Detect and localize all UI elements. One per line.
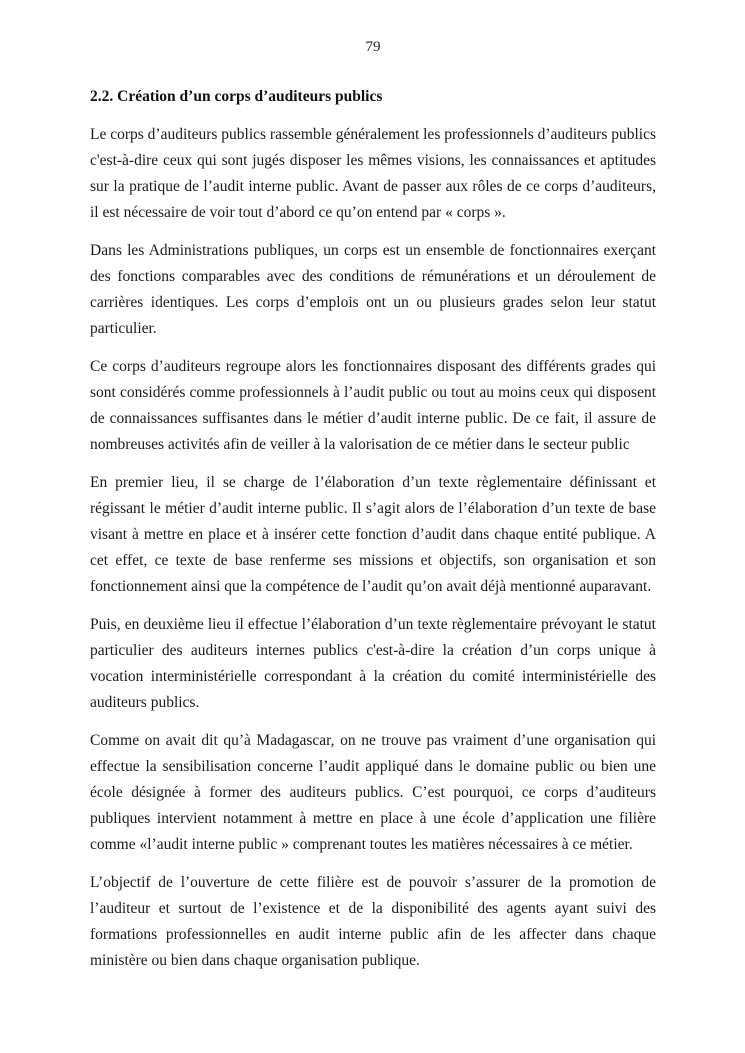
page-number: 79	[365, 39, 381, 55]
paragraph-5: Puis, en deuxième lieu il effectue l’élaboration d’un texte règlementaire prévoyant le statut particulier des auditeurs internes publics c'est-à-dire la création d’un corps unique à vocation interministérielle correspondant à la création du comité interministérielle des auditeurs publics.	[90, 616, 656, 711]
section-heading: 2.2. Création d’un corps d’auditeurs publics	[90, 88, 383, 105]
paragraph-4: En premier lieu, il se charge de l’élaboration d’un texte règlementaire définissant et régissant le métier d’audit interne public. Il s’agit alors de l’élaboration d’un texte de base visant à mettre en place et à insérer cette fonction d’audit dans chaque entité publique. A cet effet, ce texte de base renferme ses missions et objectifs, son organisation et son fonctionnement ainsi que la compétence de l’audit qu’on avait déjà mentionné auparavant.	[90, 474, 656, 595]
paragraph-1: Le corps d’auditeurs publics rassemble généralement les professionnels d’auditeurs publics c'est-à-dire ceux qui sont jugés disposer les mêmes visions, les connaissances et aptitudes sur la pratique de l’audit interne public. Avant de passer aux rôles de ce corps d’auditeurs, il est nécessaire de voir tout d’abord ce qu’on entend par « corps ».	[90, 126, 657, 221]
paragraph-7: L’objectif de l’ouverture de cette filière est de pouvoir s’assurer de la promotion de l’auditeur et surtout de l’existence et de la disponibilité des agents ayant suivi des formations professionnelles en audit interne public afin de les affecter dans chaque ministère ou bien dans chaque organisation publique.	[90, 874, 656, 969]
paragraph-2: Dans les Administrations publiques, un corps est un ensemble de fonctionnaires exerçant des fonctions comparables avec des conditions de rémunérations et un déroulement de carrières identiques. Les corps d’emplois ont un ou plusieurs grades selon leur statut particulier.	[90, 242, 656, 337]
paragraph-3: Ce corps d’auditeurs regroupe alors les fonctionnaires disposant des différents grades qui sont considérés comme professionnels à l’audit public ou tout au moins ceux qui disposent de connaissances suffisantes dans le métier d’audit interne public. De ce fait, il assure de nombreuses activités afin de veiller à la valorisation de ce métier dans le secteur public	[90, 358, 656, 453]
paragraph-6: Comme on avait dit qu’à Madagascar, on ne trouve pas vraiment d’une organisation qui effectue la sensibilisation concerne l’audit appliqué dans le domaine public ou bien une école désignée à former des auditeurs publics. C’est pourquoi, ce corps d’auditeurs publiques intervient notamment à mettre en place à une école d’application une filière comme «l’audit interne public » comprenant toutes les matières nécessaires à ce métier.	[90, 732, 656, 853]
